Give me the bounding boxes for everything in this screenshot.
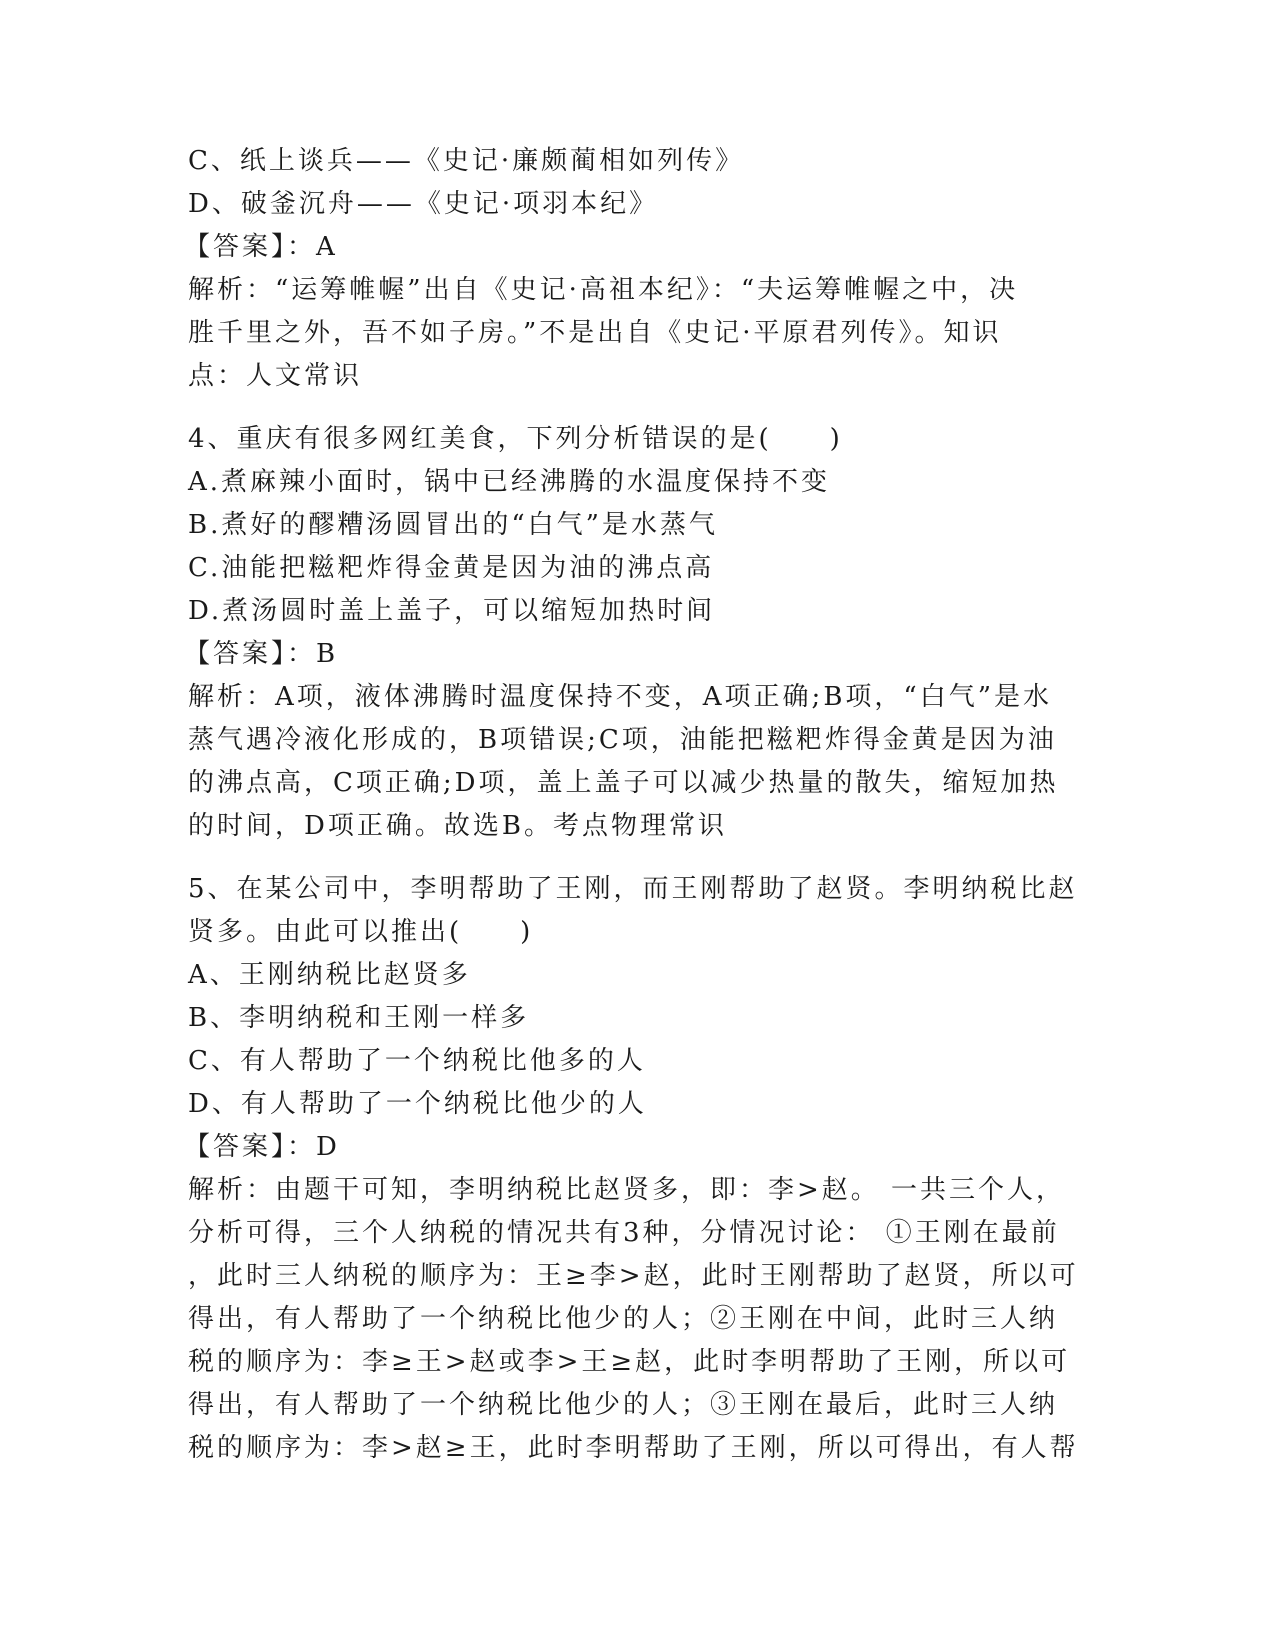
q4-option-a: A.煮麻辣小面时，锅中已经沸腾的水温度保持不变 bbox=[188, 467, 831, 497]
q5-analysis-line: ，此时三人纳税的顺序为：王≥李>赵，此时王刚帮助了赵贤，所以可 bbox=[188, 1261, 1079, 1291]
q5-question-line: 5、在某公司中，李明帮助了王刚，而王刚帮助了赵贤。李明纳税比赵 bbox=[188, 874, 1078, 904]
q5-analysis-line: 分析可得，三个人纳税的情况共有3种，分情况讨论： ①王刚在最前 bbox=[188, 1218, 1060, 1248]
q4-analysis-line: 蒸气遇冷液化形成的，B项错误;C项，油能把糍粑炸得金黄是因为油 bbox=[188, 725, 1057, 755]
q3-analysis-line: 胜千里之外，吾不如子房。”不是出自《史记·平原君列传》。知识 bbox=[188, 318, 1002, 348]
q5-answer: 【答案】：D bbox=[184, 1132, 340, 1162]
q4-option-c: C.油能把糍粑炸得金黄是因为油的沸点高 bbox=[188, 553, 715, 583]
q5-analysis-line: 解析：由题干可知，李明纳税比赵贤多，即：李>赵。 一共三个人， bbox=[188, 1175, 1066, 1205]
q3-option-d: D、破釜沉舟——《史记·项羽本纪》 bbox=[188, 189, 659, 219]
q4-question: 4、重庆有很多网红美食，下列分析错误的是( ) bbox=[188, 424, 843, 454]
q3-answer: 【答案】：A bbox=[184, 232, 338, 262]
q5-analysis-line: 税的顺序为：李≥王>赵或李>王≥赵，此时李明帮助了王刚，所以可 bbox=[188, 1347, 1071, 1377]
q5-option-d: D、有人帮助了一个纳税比他少的人 bbox=[188, 1089, 647, 1119]
q3-analysis-line: 解析：“运筹帷幄”出自《史记·高祖本纪》：“夫运筹帷幄之中，决 bbox=[188, 275, 1019, 305]
q5-analysis-line: 得出，有人帮助了一个纳税比他少的人；②王刚在中间，此时三人纳 bbox=[188, 1304, 1059, 1334]
q5-analysis-line: 得出，有人帮助了一个纳税比他少的人；③王刚在最后，此时三人纳 bbox=[188, 1390, 1059, 1420]
q4-analysis-line: 的沸点高，C项正确;D项，盖上盖子可以减少热量的散失，缩短加热 bbox=[188, 768, 1059, 798]
q5-option-b: B、李明纳税和王刚一样多 bbox=[188, 1003, 530, 1033]
q4-analysis-line: 解析：A项，液体沸腾时温度保持不变，A项正确;B项，“白气”是水 bbox=[188, 682, 1053, 712]
q3-analysis-line: 点：人文常识 bbox=[188, 361, 363, 391]
q4-option-b: B.煮好的醪糟汤圆冒出的“白气”是水蒸气 bbox=[188, 510, 718, 540]
q4-answer: 【答案】：B bbox=[184, 639, 339, 669]
q5-question-line: 贤多。由此可以推出( ) bbox=[188, 917, 534, 947]
q5-analysis-line: 税的顺序为：李>赵≥王，此时李明帮助了王刚，所以可得出，有人帮 bbox=[188, 1433, 1079, 1463]
q5-option-c: C、有人帮助了一个纳税比他多的人 bbox=[188, 1046, 646, 1076]
q3-option-c: C、纸上谈兵——《史记·廉颇蔺相如列传》 bbox=[188, 146, 745, 176]
q4-option-d: D.煮汤圆时盖上盖子，可以缩短加热时间 bbox=[188, 596, 716, 626]
q5-option-a: A、王刚纳税比赵贤多 bbox=[188, 960, 471, 990]
document-page bbox=[184, 140, 1088, 1470]
q4-analysis-line: 的时间，D项正确。故选B。考点物理常识 bbox=[188, 811, 727, 841]
